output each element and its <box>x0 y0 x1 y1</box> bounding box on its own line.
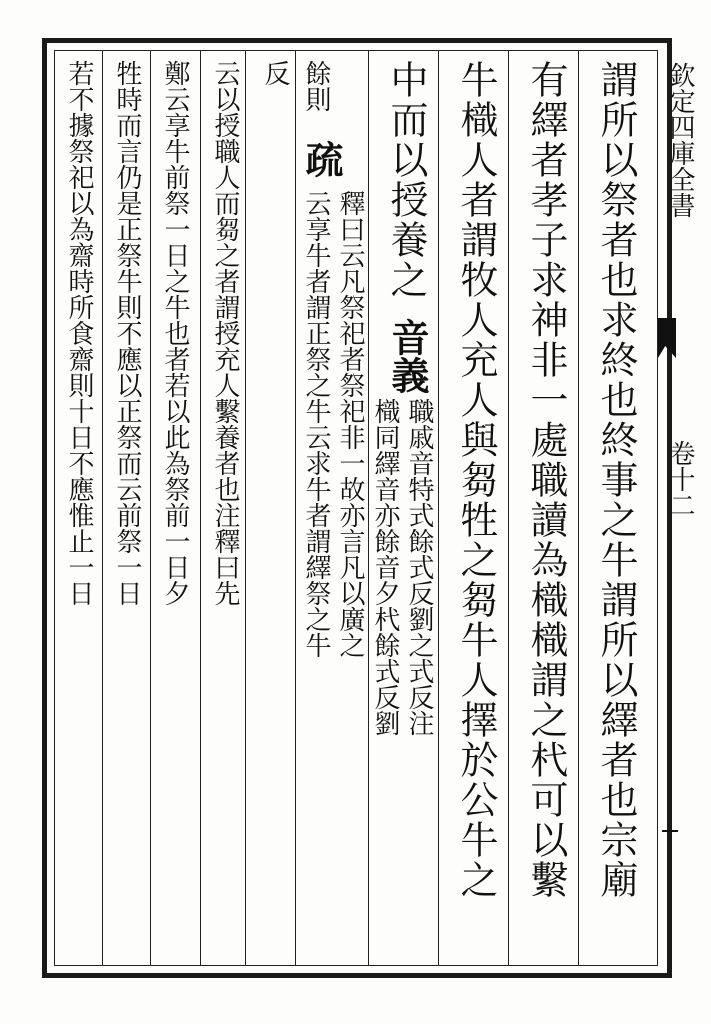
text-column-3: 牛樴人者謂牧人充人與芻牲之芻牛人擇於公牛之 <box>454 60 498 900</box>
book-title: 欽定四庫全書 <box>665 62 695 218</box>
text-column-1: 謂所以祭者也求終也終事之牛謂所以繹者也宗廟 <box>594 60 638 900</box>
column-rule <box>200 50 201 966</box>
volume-label: 卷十二 <box>665 440 695 518</box>
column-rule <box>578 50 579 966</box>
shu-marker: 疏 <box>299 140 344 178</box>
column-rule <box>438 50 439 966</box>
annotation-column-2: 職戚音特式餘式反劉之式反注 <box>404 398 434 736</box>
commentary-column-1: 云享牛者謂正祭之牛云求牛者謂繹祭之牛 <box>301 190 331 658</box>
yinyi-marker: 音義 <box>385 318 430 394</box>
commentary-column-2: 釋曰云凡祭祀者祭祀非一故亦言凡以廣之 <box>335 190 365 658</box>
column-rule <box>245 50 246 966</box>
commentary-column-5: 牲時而言仍是正祭牛則不應以正祭而云前祭一日 <box>112 60 142 606</box>
column-rule <box>508 50 509 966</box>
column-rule <box>295 50 296 966</box>
text-column-fan: 反 <box>260 60 290 86</box>
column-rule <box>102 50 103 966</box>
commentary-column-6: 若不據祭祀以為齋時所食齋則十日不應惟止一日 <box>64 60 94 606</box>
commentary-column-3: 云以授職人而芻之者謂授充人繫養者也注釋曰先 <box>210 60 240 606</box>
commentary-column-4: 鄭云享牛前祭一日之牛也者若以此為祭前一日夕 <box>160 60 190 606</box>
annotation-column-1: 樴同繹音亦餘音夕杙餘式反劉 <box>370 398 400 736</box>
column-rule <box>150 50 151 966</box>
text-column-2: 有繹者孝子求神非一處職讀為樴樴謂之杙可以繫 <box>524 60 568 900</box>
text-column-yu: 餘則 <box>301 60 331 112</box>
margin-tick <box>662 830 678 832</box>
text-column-4: 中而以授養之 <box>384 60 428 300</box>
